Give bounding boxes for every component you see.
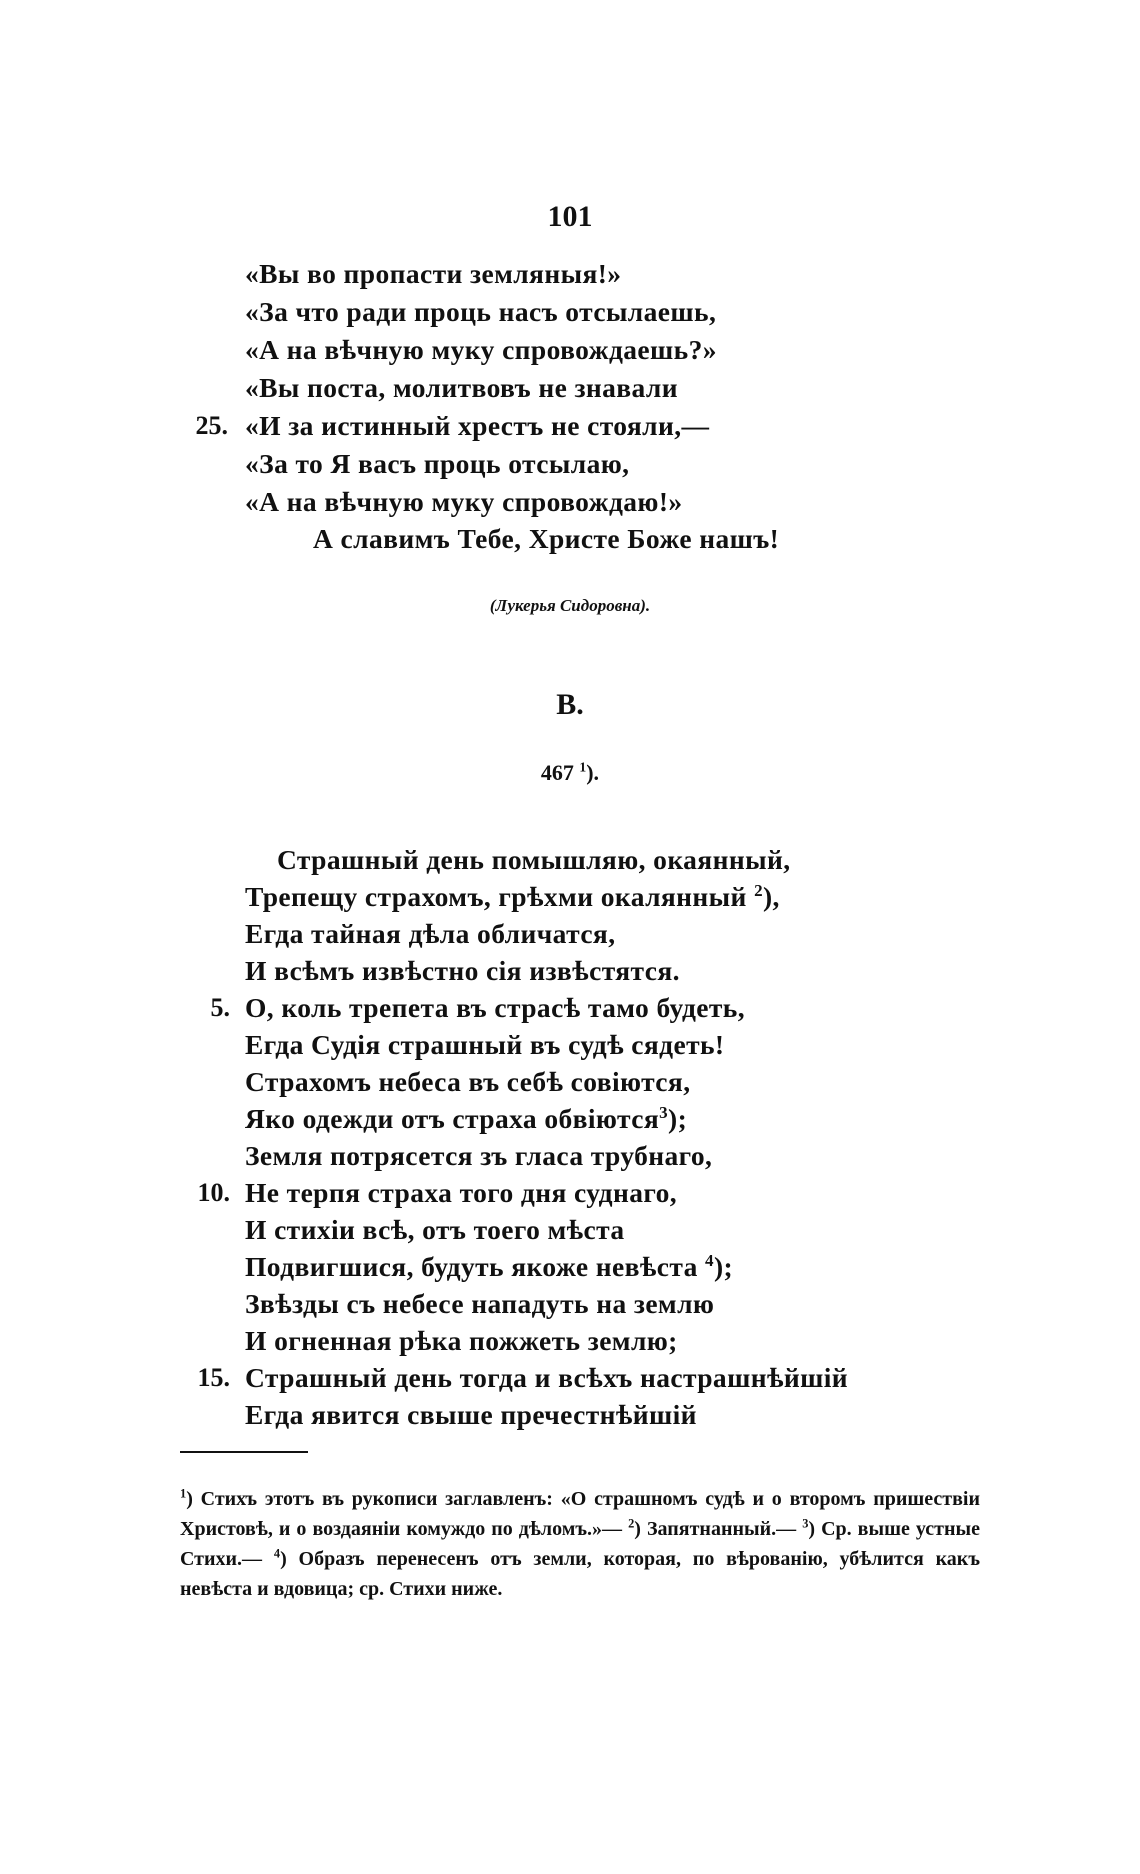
- verse-line: Страхомъ небеса въ себѣ совіются,: [245, 1066, 691, 1097]
- verse-line: Егда тайная дѣла обличатся,: [245, 918, 616, 949]
- verse-line: «А на вѣчную муку спровождаешь?»: [245, 334, 717, 365]
- footnote-mark: 3: [659, 1102, 669, 1122]
- verse-line: Егда явится свыше пречестнѣйшій: [245, 1399, 697, 1430]
- verse-line: «Вы поста, молитвовъ не знавали: [245, 372, 679, 403]
- verse-line: Не терпя страха того дня суднаго,: [245, 1177, 678, 1208]
- verse-line: Страшный день помышляю, окаянный,: [277, 844, 791, 875]
- footnote-mark: 2: [754, 880, 763, 900]
- footnote-mark: 4: [273, 1546, 281, 1561]
- line-number: 10.: [197, 1178, 230, 1207]
- verse-line: Земля потрясется зъ гласа трубнаго,: [245, 1140, 713, 1171]
- footnote-divider: [180, 1451, 308, 1453]
- footnote-mark: 3: [802, 1516, 809, 1531]
- footnote-text: ) Запятнанный.—: [634, 1518, 803, 1540]
- verse-line: О, коль трепета въ страсѣ тамо будеть,: [245, 992, 746, 1023]
- line-number: 5.: [210, 993, 230, 1022]
- line-number: 25.: [195, 411, 228, 440]
- footnotes: [180, 1484, 980, 1604]
- line-number: 15.: [197, 1363, 230, 1392]
- attribution: (Лукерья Сидоровна).: [489, 596, 651, 615]
- verse-line: И стихіи всѣ, отъ тоего мѣста: [245, 1214, 625, 1245]
- verse-line: Егда Судія страшный въ судѣ сядеть!: [245, 1029, 725, 1060]
- verse-line: «За что ради проць насъ отсылаешь,: [245, 296, 717, 327]
- verse-line: «Вы во пропасти земляныя!»: [245, 258, 622, 289]
- song-number: 467 $^1$).: [540, 759, 600, 785]
- verse-line: «А на вѣчную муку спровождаю!»: [245, 486, 683, 517]
- verse-line: Страшный день тогда и всѣхъ настрашнѣйшій: [245, 1362, 848, 1393]
- footnote-text: ) Ср. выше устные Стихи.—: [180, 1518, 980, 1570]
- verse-line: Подвигшися, будуть якоже невѣста $^4$);: [245, 1250, 734, 1282]
- footnote-mark: 2: [628, 1516, 635, 1531]
- verse-line: Яко одежди отъ страха обвіются$^3$);: [245, 1102, 688, 1134]
- page-number: 101: [547, 200, 593, 233]
- verse-line: И всѣмъ извѣстно сія извѣстятся.: [245, 955, 680, 986]
- verse-line: «За то Я васъ проць отсылаю,: [245, 448, 630, 479]
- section-letter: В.: [556, 688, 584, 721]
- footnote-mark: 4: [705, 1250, 714, 1270]
- verse-line: И огненная рѣка пожжеть землю;: [245, 1325, 678, 1356]
- verse-line: Звѣзды съ небесе нападуть на землю: [245, 1288, 715, 1319]
- verse-line: «И за истинный хрестъ не стояли,—: [245, 410, 710, 441]
- footnote-mark: 1: [579, 759, 587, 775]
- footnote-text: ) Стихъ этотъ въ рукописи заглавленъ: «О страшномъ судѣ и о второмъ пришествіи Христовѣ, и о воздаяніи комуждо по дѣломъ.»—: [180, 1488, 980, 1540]
- verse-line: А славимъ Тебе, Христе Боже нашъ!: [313, 523, 780, 554]
- verse-line: Трепещу страхомъ, грѣхми окалянный $^2$),: [245, 880, 780, 912]
- footnote-text: ) Образъ перенесенъ отъ земли, которая, по вѣрованію, убѣлится какъ невѣста и вдовица; ср. Стихи ниже.: [180, 1548, 980, 1600]
- footnote-mark: 1: [180, 1486, 187, 1501]
